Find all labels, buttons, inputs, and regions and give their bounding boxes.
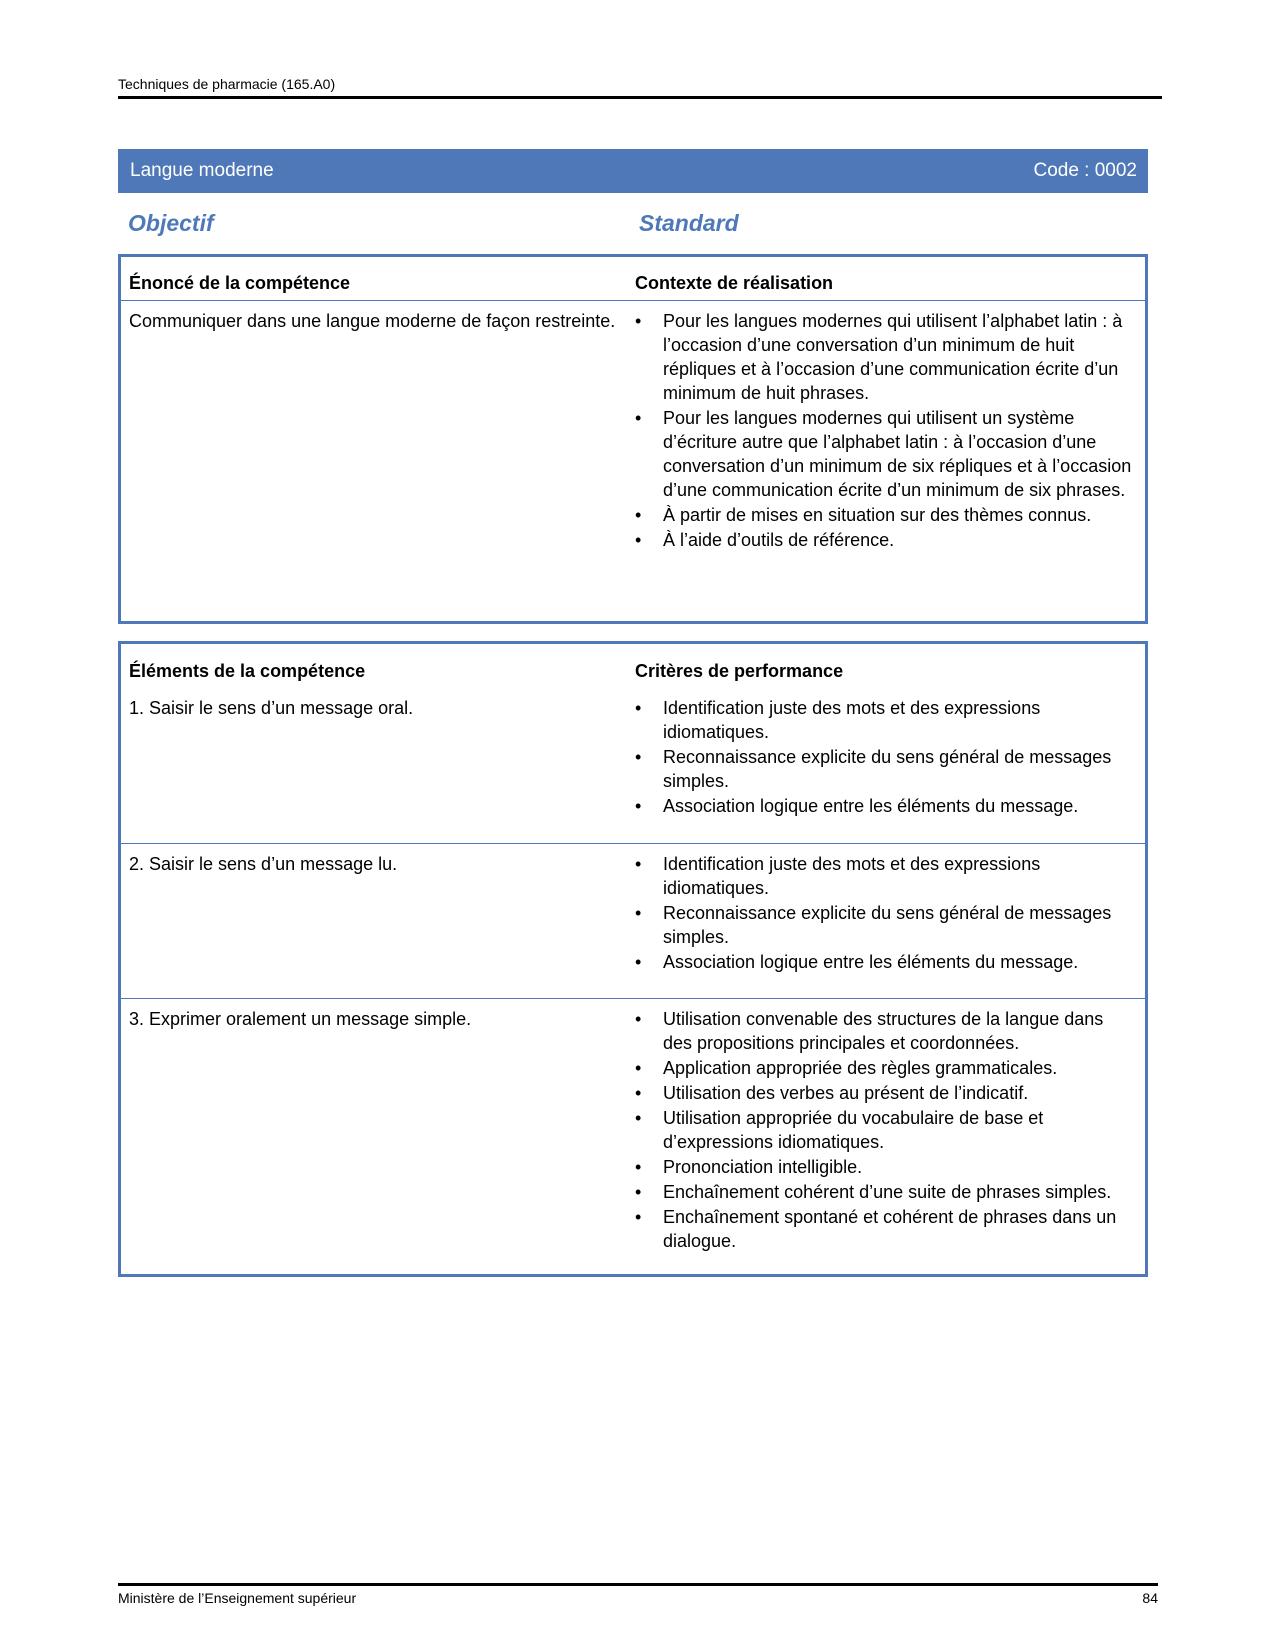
criteria-list: [635, 1007, 1133, 1253]
context-item: • À l’aide d’outils de référence.: [635, 528, 1133, 552]
program-title: Techniques de pharmacie (165.A0): [118, 76, 336, 92]
criteria-row: [121, 688, 1145, 843]
criteria-item: • Utilisation appropriée du vocabulaire de base et d’expressions idiomatiques.: [635, 1106, 1133, 1154]
criteria-item: • Association logique entre les éléments du message.: [635, 794, 1133, 818]
standard-heading: Standard: [639, 210, 739, 236]
criteria-row: [121, 998, 1145, 1276]
criteria-item: • Identification juste des mots et des expressions idiomatiques.: [635, 852, 1133, 900]
criteria-list: [635, 852, 1133, 974]
competency-element: 3. Exprimer oralement un message simple.: [129, 1009, 472, 1029]
criteria-table-header: [121, 644, 1145, 688]
criteria-item: • Utilisation convenable des structures de la langue dans des propositions principales et coordonnées.: [635, 1007, 1133, 1055]
competency-statement: Communiquer dans une langue moderne de façon restreinte.: [129, 311, 616, 331]
criteria-item: • Enchaînement spontané et cohérent de phrases dans un dialogue.: [635, 1205, 1133, 1253]
criteria-list: [635, 696, 1133, 818]
col-header-criteria: Critères de performance: [635, 660, 844, 681]
banner-code: Code : 0002: [1033, 160, 1137, 181]
header-rule: [118, 96, 1162, 99]
ministry-name: Ministère de l’Enseignement supérieur: [118, 1590, 357, 1606]
criteria-row: [121, 843, 1145, 998]
context-table-header: [121, 257, 1145, 300]
page-number: 84: [1142, 1590, 1158, 1606]
context-item: • À partir de mises en situation sur des thèmes connus.: [635, 503, 1133, 527]
criteria-item: • Prononciation intelligible.: [635, 1155, 1133, 1179]
criteria-item: • Reconnaissance explicite du sens général de messages simples.: [635, 901, 1133, 949]
competency-banner: [118, 149, 1148, 193]
col-header-elements: Éléments de la compétence: [129, 660, 366, 681]
col-header-statement: Énoncé de la compétence: [129, 273, 351, 293]
criteria-item: • Reconnaissance explicite du sens général de messages simples.: [635, 745, 1133, 793]
context-table: [118, 254, 1148, 624]
page-header: [118, 76, 1162, 99]
criteria-item: • Utilisation des verbes au présent de l’indicatif.: [635, 1081, 1133, 1105]
criteria-item: • Identification juste des mots et des expressions idiomatiques.: [635, 696, 1133, 744]
banner-title: Langue moderne: [130, 160, 274, 181]
context-table-row: [121, 300, 1145, 553]
footer-rule: [118, 1583, 1158, 1586]
col-header-context: Contexte de réalisation: [635, 273, 834, 293]
context-item: • Pour les langues modernes qui utilisent un système d’écriture autre que l’alphabet latin : à l’occasion d’une conversation d’un minimum de six répliques et à l’occasion d’une communication écrite d’un minimum de six phrases.: [635, 406, 1133, 502]
criteria-table: [118, 641, 1148, 1277]
objectif-heading: Objectif: [128, 210, 214, 236]
criteria-item: • Application appropriée des règles grammaticales.: [635, 1056, 1133, 1080]
context-list: [635, 309, 1133, 552]
context-item: • Pour les langues modernes qui utilisent l’alphabet latin : à l’occasion d’une conversation d’un minimum de huit répliques et à l’occasion d’une communication écrite d’un minimum de huit phrases.: [635, 309, 1133, 405]
competency-element: 2. Saisir le sens d’un message lu.: [129, 854, 398, 874]
competency-element: 1. Saisir le sens d’un message oral.: [129, 698, 414, 718]
page-footer: [118, 1583, 1158, 1606]
criteria-item: • Association logique entre les éléments du message.: [635, 950, 1133, 974]
criteria-item: • Enchaînement cohérent d’une suite de phrases simples.: [635, 1180, 1133, 1204]
